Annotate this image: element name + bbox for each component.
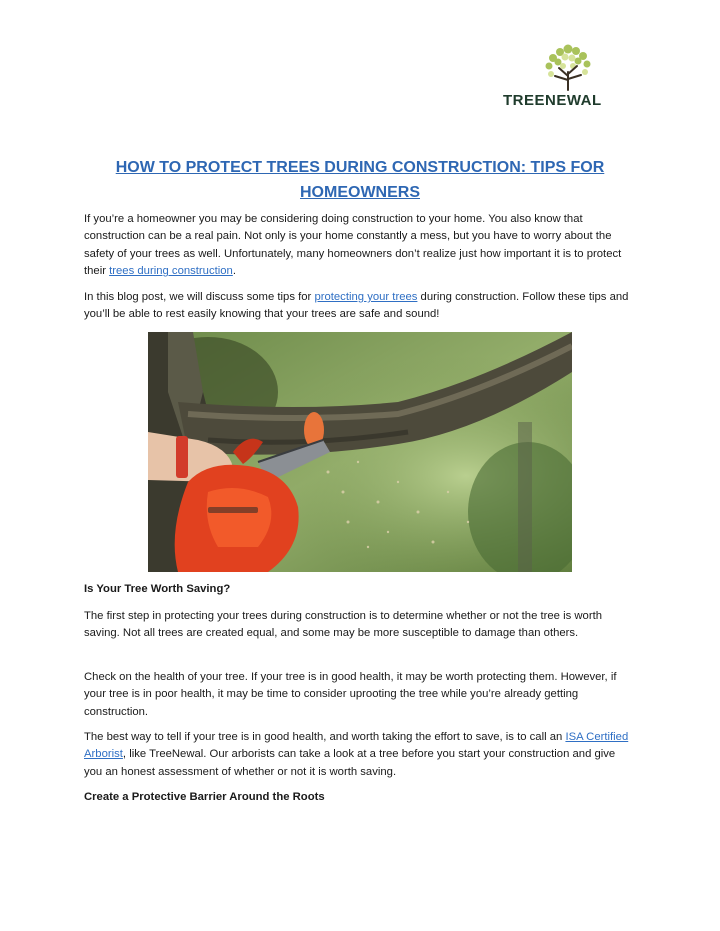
section1-paragraph-3: The best way to tell if your tree is in good health, and worth taking the effort to save, is to call an ISA Certified Arborist, like TreeNewal. Our arborists can take a look at a tree before you start your construction and give you an honest assessment of whether or not it is worth saving. bbox=[84, 731, 629, 778]
tree-logo-icon bbox=[503, 44, 635, 92]
treenewal-logo bbox=[503, 44, 635, 120]
section1-paragraph-2: Check on the health of your tree. If your tree is in good health, it may be worth protecting them. However, if your tree is in poor health, it may be time to consider uprooting the tree while you’re already getting construction. bbox=[84, 671, 617, 718]
intro-paragraph: If you’re a homeowner you may be considering doing construction to your home. You also know that construction can be a real pain. Not only is your home constantly a mess, but you have to worry about the safety of your trees as well. Unfortunately, many homeowners don’t realize just how important it is to protect their trees during construction. bbox=[84, 213, 622, 278]
chainsaw-cutting-branch-image bbox=[148, 332, 572, 572]
isa-certified-arborist-link[interactable]: ISA Certified Arborist bbox=[84, 731, 629, 761]
blog-intro-paragraph: In this blog post, we will discuss some tips for protecting your trees during construction. Follow these tips and you’ll be able to rest easily knowing that your trees are safe and sound! bbox=[84, 291, 629, 321]
page-title: HOW TO PROTECT TREES DURING CONSTRUCTION: TIPS FOR HOMEOWNERS bbox=[115, 159, 605, 201]
chainsaw-photo bbox=[148, 332, 572, 572]
section-heading-protective-barrier: Create a Protective Barrier Around the Roots bbox=[84, 791, 325, 803]
logo-wordmark: TREENEWAL bbox=[503, 92, 602, 109]
protecting-your-trees-link[interactable]: protecting your trees bbox=[314, 291, 418, 303]
section-heading-worth-saving: Is Your Tree Worth Saving? bbox=[84, 583, 231, 595]
trees-during-construction-link[interactable]: trees during construction bbox=[109, 265, 233, 278]
section1-paragraph-1: The first step in protecting your trees during construction is to determine whether or not the tree is worth saving. Not all trees are created equal, and some may be more susceptible to damage than others. bbox=[84, 610, 603, 640]
